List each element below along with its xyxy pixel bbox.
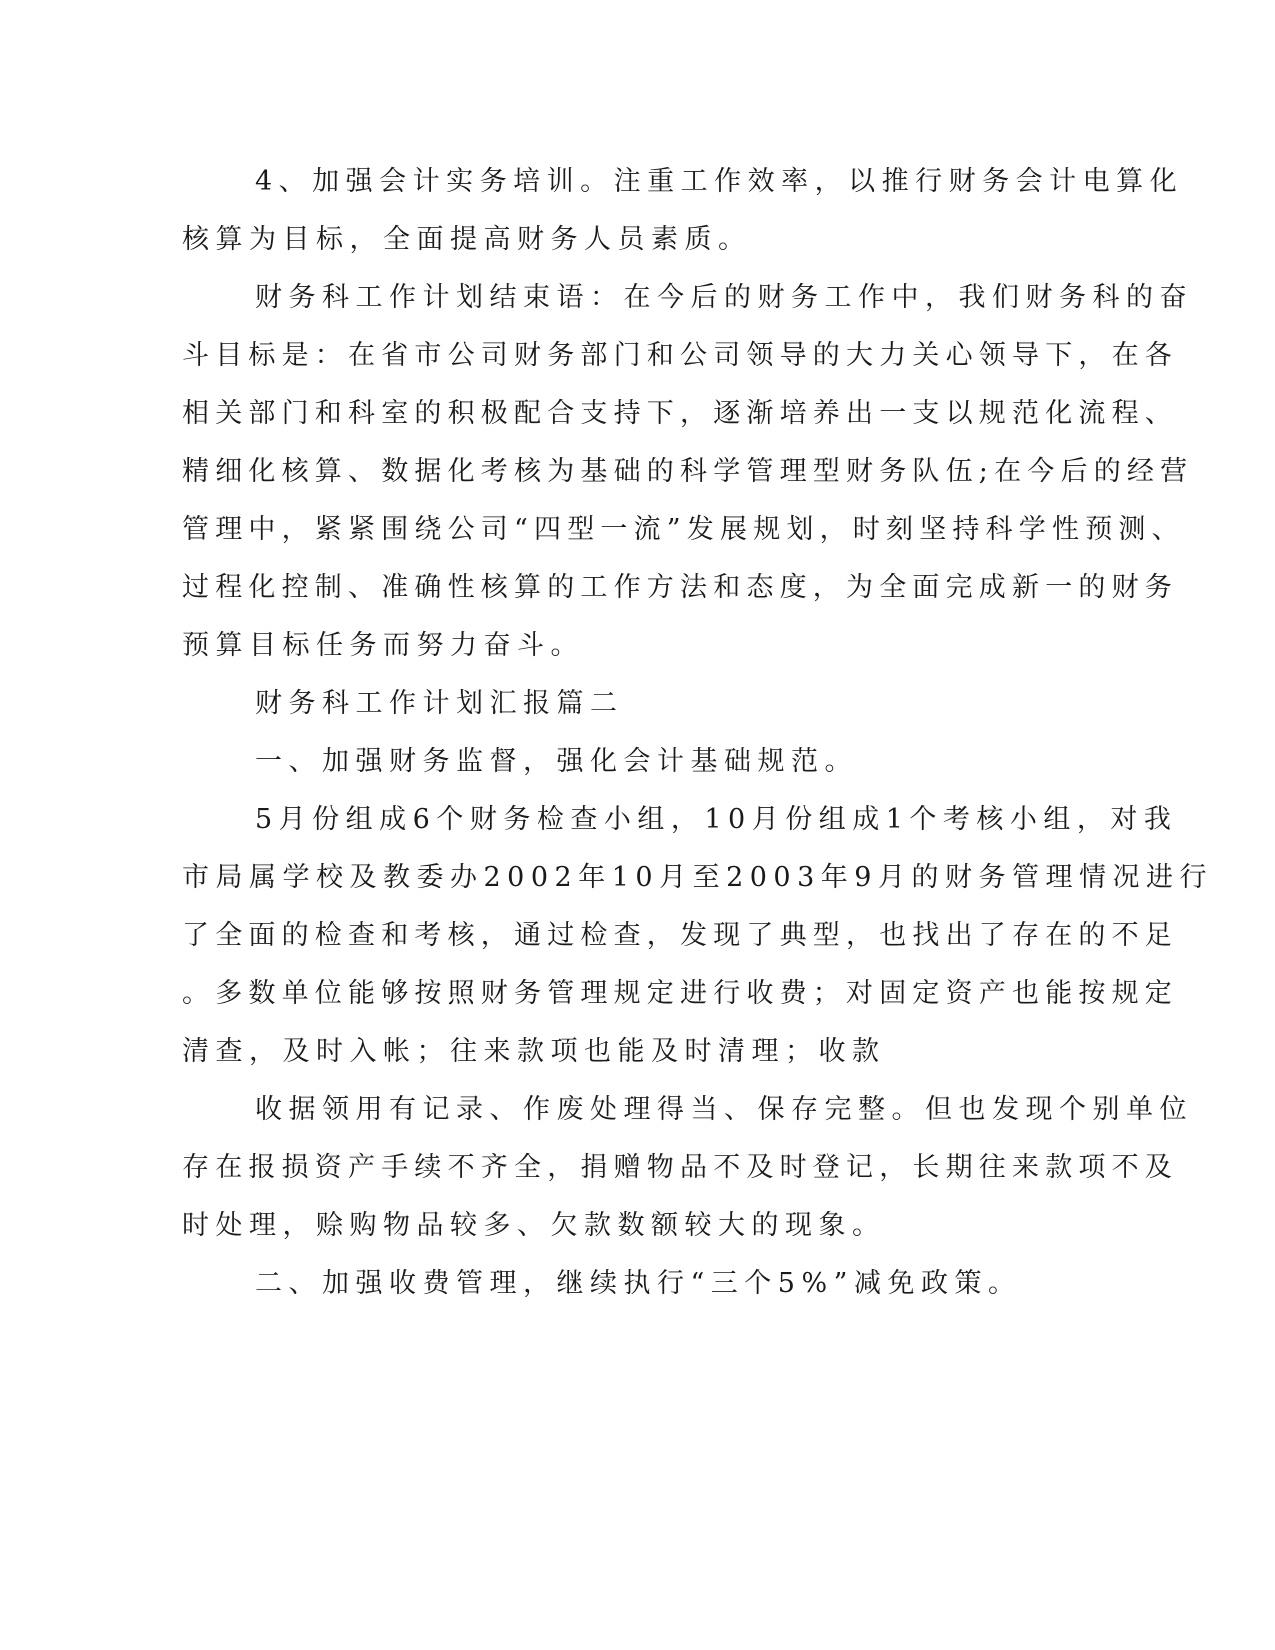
paragraph-5-line-1: 5月份组成6个财务检查小组，10月份组成1个考核小组，对我 xyxy=(255,804,1178,835)
section-heading: 财务科工作计划汇报篇二 xyxy=(255,688,624,719)
paragraph-5-line-4: 。多数单位能够按照财务管理规定进行收费；对固定资产也能按规定 xyxy=(182,978,1178,1009)
paragraph-2-line-5: 管理中，紧紧围绕公司“四型一流”发展规划，时刻坚持科学性预测、 xyxy=(182,514,1185,545)
paragraph-2-line-6: 过程化控制、准确性核算的工作方法和态度，为全面完成新一的财务 xyxy=(182,572,1178,603)
paragraph-6-line-2: 存在报损资产手续不齐全，捐赠物品不及时登记，长期往来款项不及 xyxy=(182,1152,1178,1183)
subheading-2: 二、加强收费管理，继续执行“三个5%”减免政策。 xyxy=(255,1268,1022,1299)
subheading-1: 一、加强财务监督，强化会计基础规范。 xyxy=(255,746,858,777)
paragraph-1-line-1: 4、加强会计实务培训。注重工作效率，以推行财务会计电算化 xyxy=(255,166,1184,197)
paragraph-6-line-3: 时处理，赊购物品较多、欠款数额较大的现象。 xyxy=(182,1210,886,1241)
paragraph-5-line-2: 市局属学校及教委办2002年10月至2003年9月的财务管理情况进行 xyxy=(182,862,1213,893)
paragraph-5-line-5: 清查，及时入帐；往来款项也能及时清理；收款 xyxy=(182,1036,886,1067)
paragraph-2-line-4: 精细化核算、数据化考核为基础的科学管理型财务队伍;在今后的经营 xyxy=(182,456,1194,487)
paragraph-2-line-1: 财务科工作计划结束语：在今后的财务工作中，我们财务科的奋 xyxy=(255,282,1193,313)
paragraph-1-line-2: 核算为目标，全面提高财务人员素质。 xyxy=(182,224,752,255)
paragraph-5-line-3: 了全面的检查和考核，通过检查，发现了典型，也找出了存在的不足 xyxy=(182,920,1178,951)
paragraph-2-line-7: 预算目标任务而努力奋斗。 xyxy=(182,630,584,661)
paragraph-2-line-3: 相关部门和科室的积极配合支持下，逐渐培养出一支以规范化流程、 xyxy=(182,398,1178,429)
paragraph-2-line-2: 斗目标是：在省市公司财务部门和公司领导的大力关心领导下，在各 xyxy=(182,340,1178,371)
paragraph-6-line-1: 收据领用有记录、作废处理得当、保存完整。但也发现个别单位 xyxy=(255,1094,1193,1125)
